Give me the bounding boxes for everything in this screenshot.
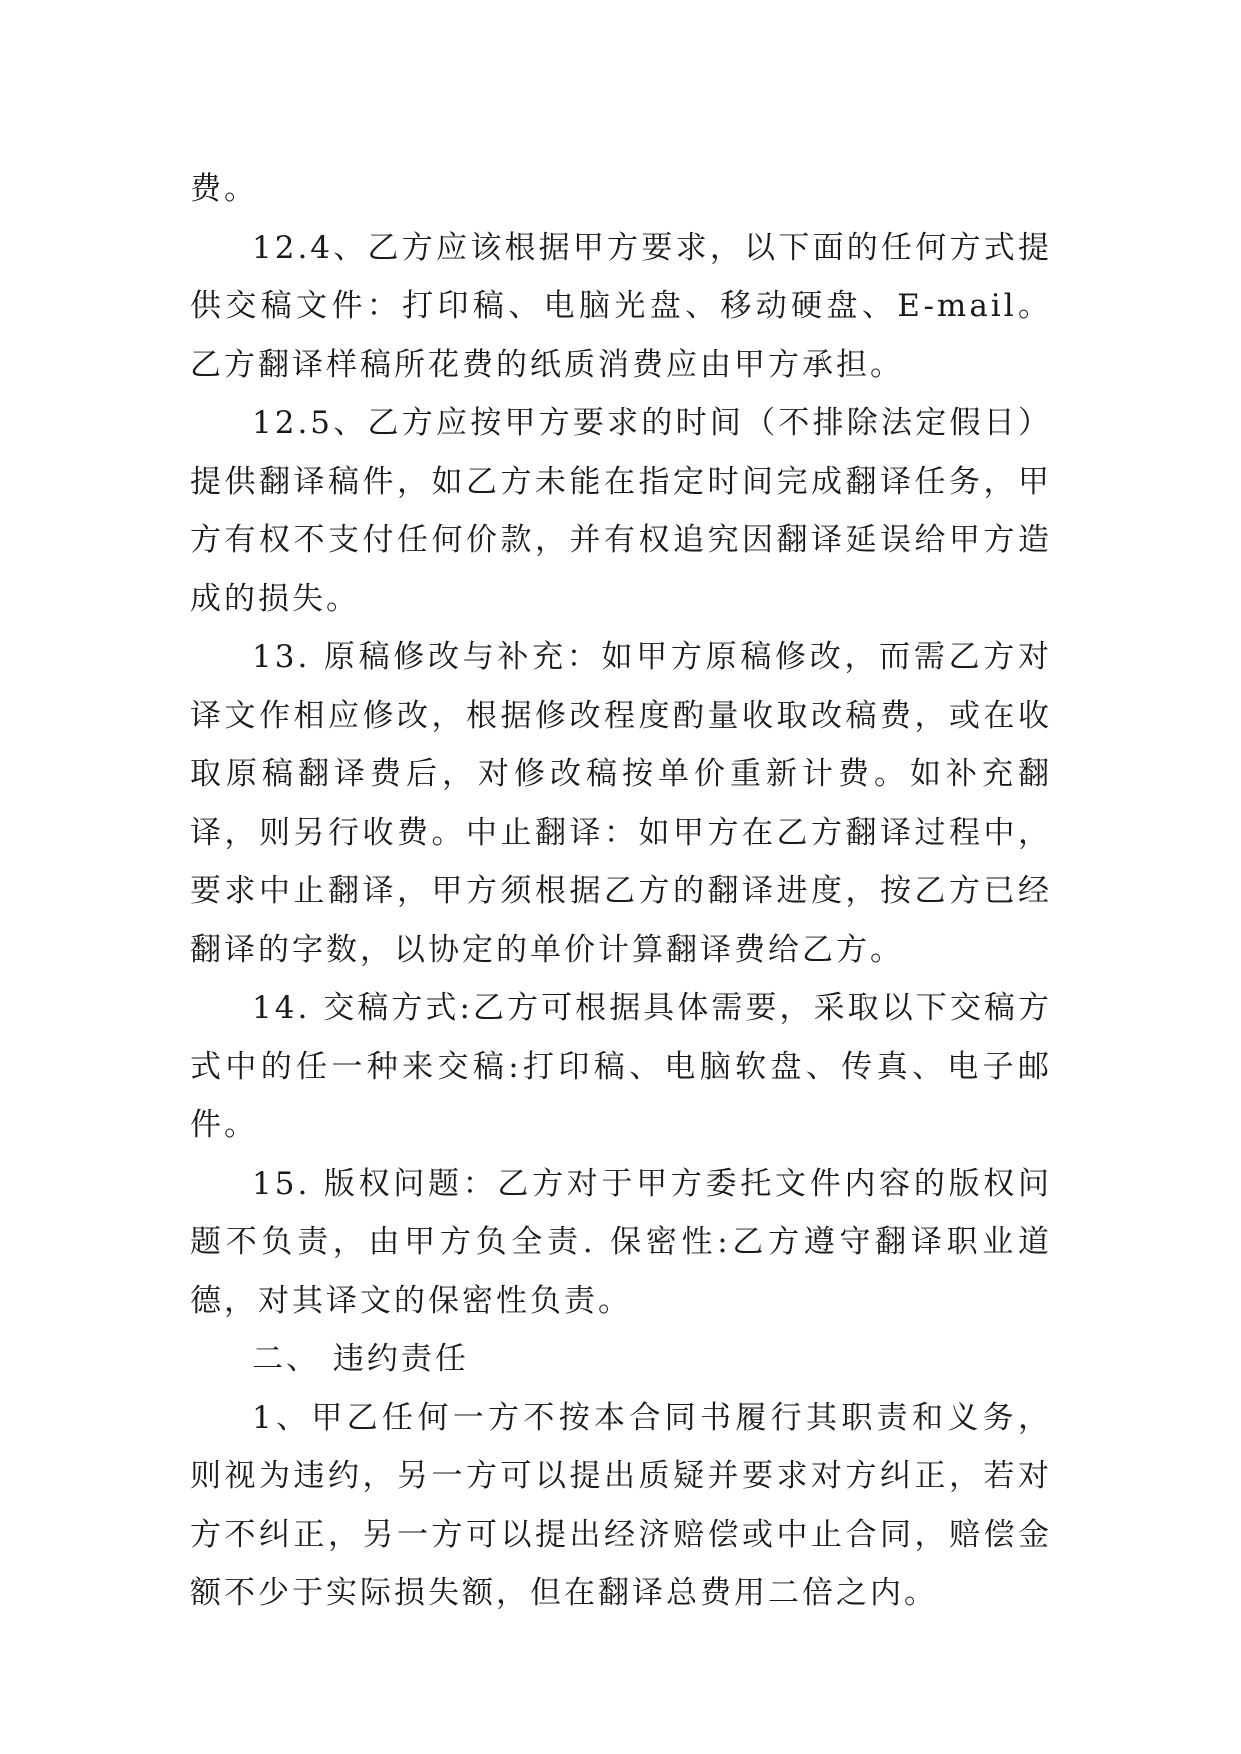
paragraph-breach-1: 1、甲乙任何一方不按本合同书履行其职责和义务，则视为违约，另一方可以提出质疑并要求对方纠正，若对方不纠正，另一方可以提出经济赔偿或中止合同，赔偿金额不少于实际损失额，但在翻译总费用二倍之内。 [190, 1399, 1052, 1611]
paragraph-clause-12-4: 12.4、乙方应该根据甲方要求，以下面的任何方式提供交稿文件：打印稿、电脑光盘、移动硬盘、E-mail。乙方翻译样稿所花费的纸质消费应由甲方承担。 [190, 229, 1052, 383]
paragraph-clause-12-5: 12.5、乙方应按甲方要求的时间（不排除法定假日）提供翻译稿件，如乙方未能在指定时间完成翻译任务，甲方有权不支付任何价款，并有权追究因翻译延误给甲方造成的损失。 [190, 405, 1052, 617]
paragraph-clause-15: 15. 版权问题：乙方对于甲方委托文件内容的版权问题不负责，由甲方负全责. 保密性:乙方遵守翻译职业道德，对其译文的保密性负责。 [190, 1165, 1052, 1319]
section-heading-breach: 二、 违约责任 [252, 1341, 469, 1377]
paragraph-clause-13: 13. 原稿修改与补充：如甲方原稿修改，而需乙方对译文作相应修改，根据修改程度酌量收取改稿费，或在收取原稿翻译费后，对修改稿按单价重新计费。如补充翻译，则另行收费。中止翻译：如甲方在乙方翻译过程中，要求中止翻译，甲方须根据乙方的翻译进度，按乙方已经翻译的字数，以协定的单价计算翻译费给乙方。 [190, 639, 1052, 968]
paragraph-continuation: 费。 [190, 171, 258, 207]
document-body [190, 160, 1052, 1623]
paragraph-clause-14: 14. 交稿方式:乙方可根据具体需要，采取以下交稿方式中的任一种来交稿:打印稿、电脑软盘、传真、电子邮件。 [190, 990, 1052, 1143]
